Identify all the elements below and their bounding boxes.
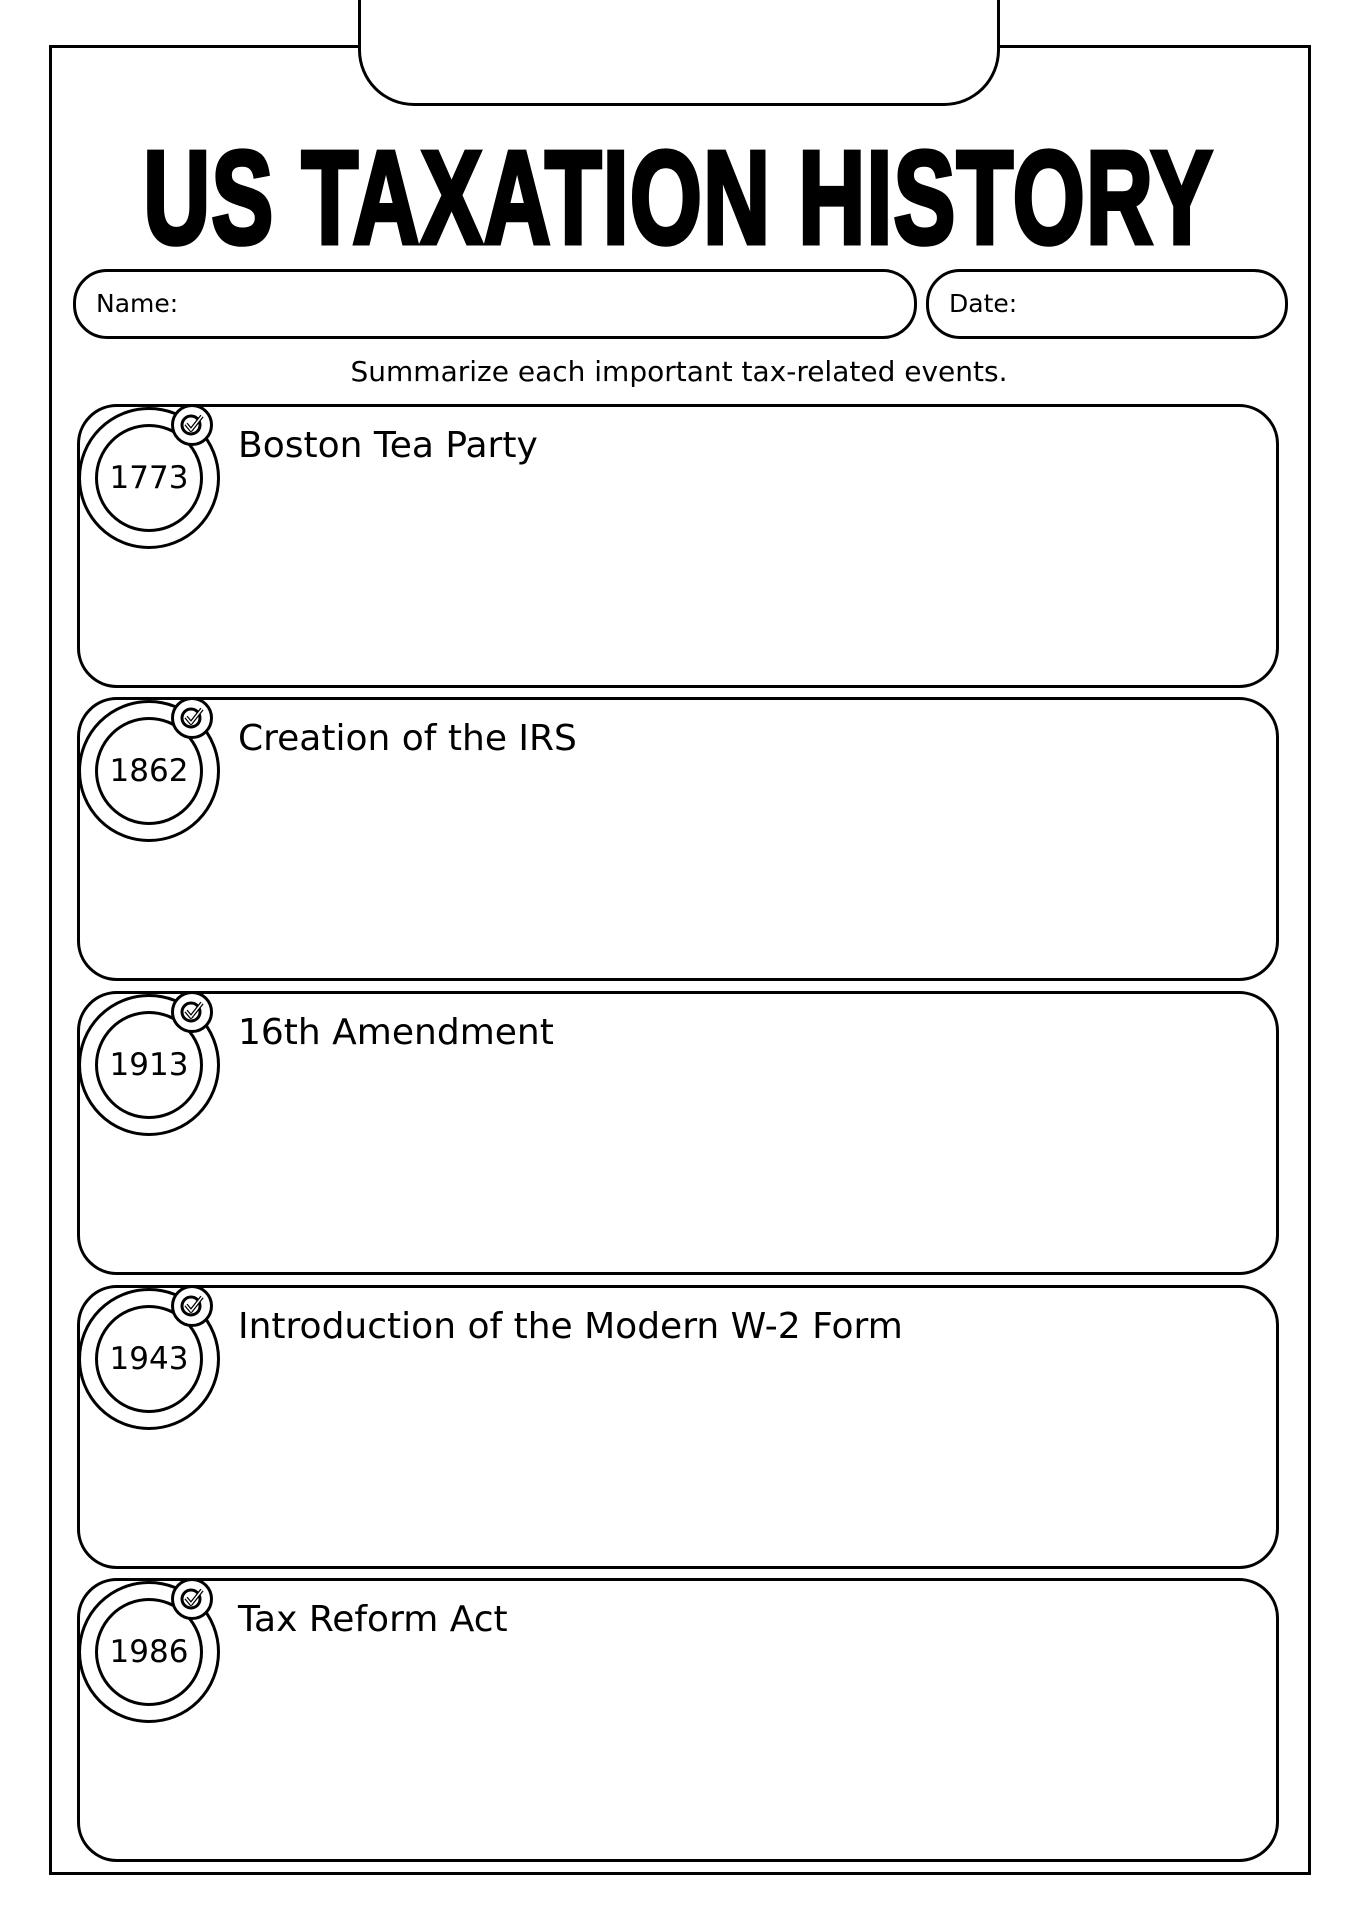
check-icon [171, 1285, 213, 1327]
check-icon [171, 404, 213, 446]
check-icon [171, 1578, 213, 1620]
name-label: Name: [96, 289, 179, 318]
year-label: 1773 [95, 424, 203, 532]
year-label: 1986 [95, 1598, 203, 1706]
event-title: Creation of the IRS [238, 718, 577, 759]
event-box[interactable] [77, 1578, 1279, 1862]
event-title: Boston Tea Party [238, 425, 538, 466]
year-label: 1913 [95, 1011, 203, 1119]
clipboard-clip [358, 0, 1000, 106]
check-icon [171, 697, 213, 739]
date-field[interactable] [926, 269, 1288, 339]
title-area [0, 124, 1358, 271]
date-label: Date: [949, 289, 1018, 318]
event-box[interactable] [77, 697, 1279, 981]
event-title: Introduction of the Modern W-2 Form [238, 1306, 903, 1347]
event-title: 16th Amendment [238, 1012, 554, 1053]
event-box[interactable] [77, 1285, 1279, 1569]
name-field[interactable] [73, 269, 917, 339]
year-label: 1943 [95, 1305, 203, 1413]
page-title: US TAXATION HISTORY [143, 124, 1215, 271]
check-icon [171, 991, 213, 1033]
event-title: Tax Reform Act [238, 1599, 508, 1640]
event-box[interactable] [77, 991, 1279, 1275]
year-label: 1862 [95, 717, 203, 825]
event-box[interactable] [77, 404, 1279, 688]
instructions: Summarize each important tax-related events. [350, 355, 1008, 388]
